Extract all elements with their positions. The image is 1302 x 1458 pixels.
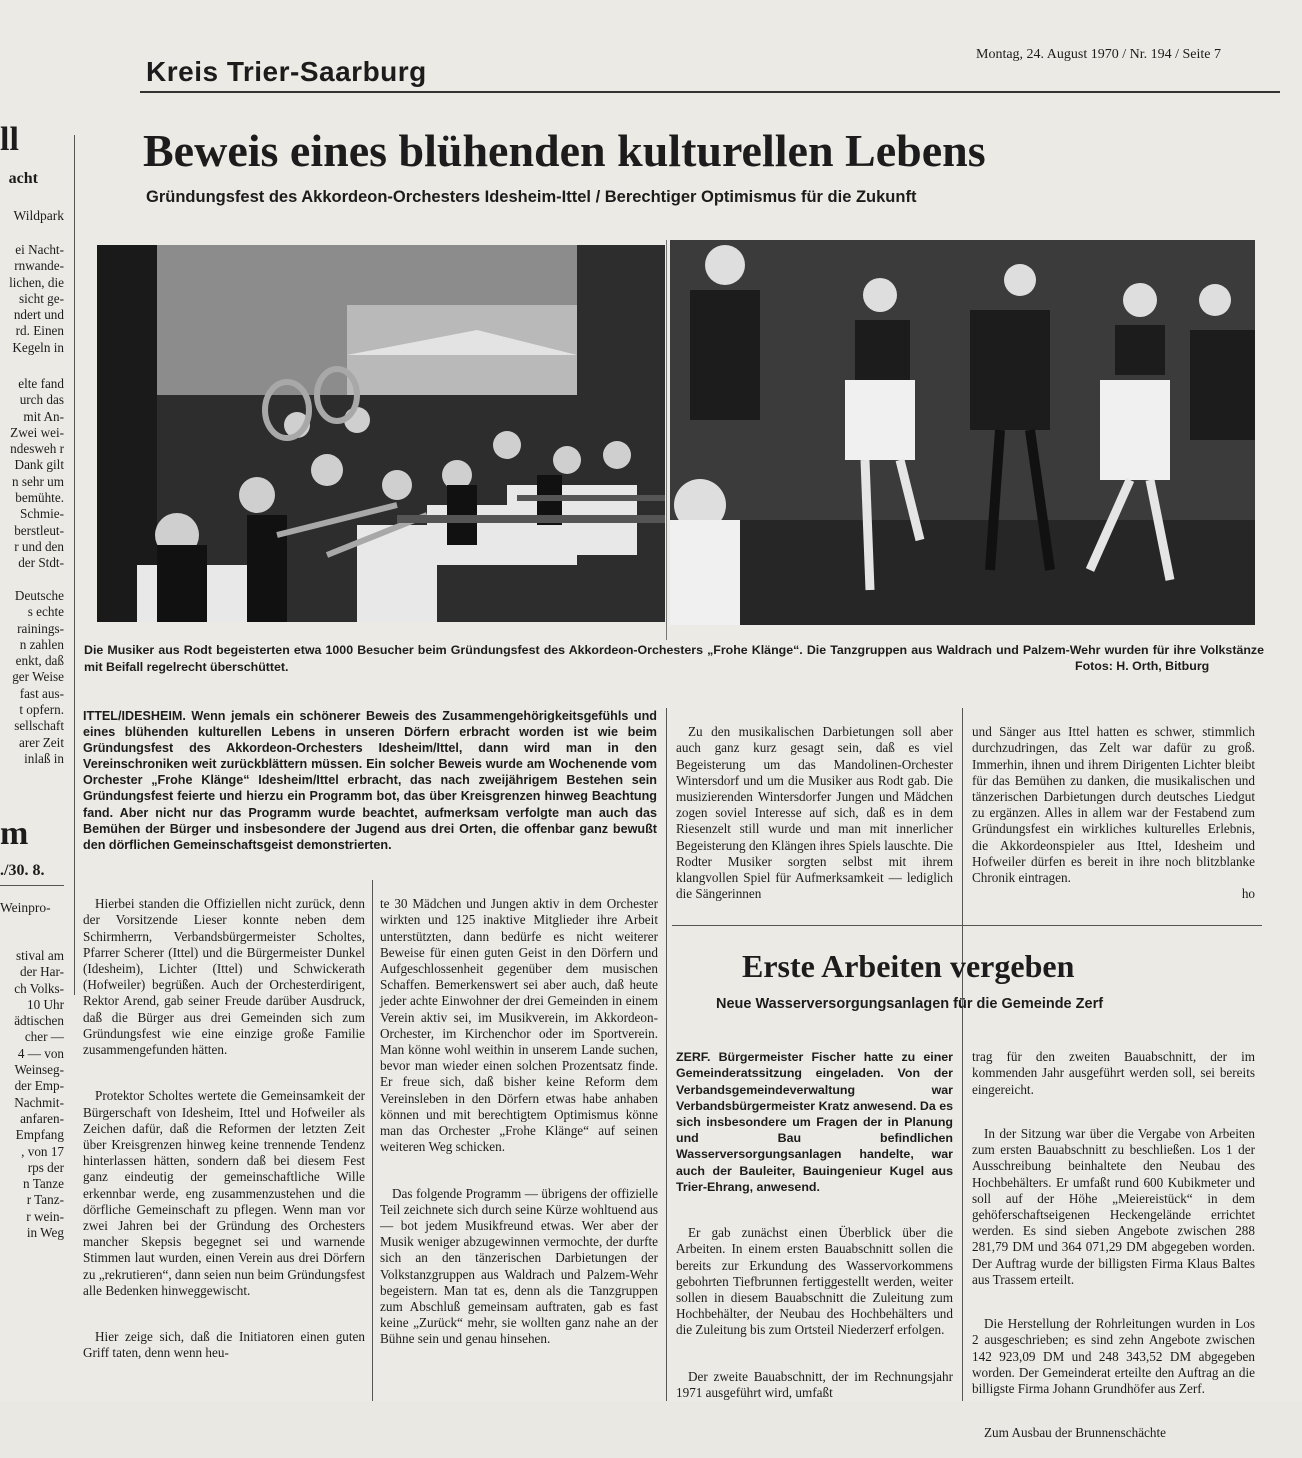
photo-credit: Fotos: H. Orth, Bitburg <box>1075 659 1210 673</box>
paragraph: Die Herstellung der Rohrleitungen wurden in Los 2 ausgeschrieben; es sind zehn Angebote zwischen 142 923,09 DM und 248 343,52 DM abgegeben worden. Der Gemeinderat erteilte den Auftrag an die billigste Firma Johann Grundhöfer aus Zerf. <box>972 1316 1255 1397</box>
paragraph: Er gab zunächst einen Überblick über die Arbeiten. In einem ersten Bauabschnitt sollen die bereits zur Erkundung des Wasservorkommens gebohrten Tiefbrunnen fertiggestellt werden, weiter sollen in diesem Bauabschnitt die Zuleitung zum Hochbehälter, der Neubau des Hochbehälters und die Zuleitung bis zum Ortsteil Niederzerf erfolgen. <box>676 1225 953 1338</box>
header-rule <box>140 91 1280 93</box>
article-2-col2 <box>972 1033 1255 1458</box>
article-2-col1 <box>676 1033 953 1417</box>
article-2-lead: ZERF. Bürgermeister Fischer hatte zu einer Gemeinderatssitzung eingeladen. Von der Verbandsgemeindeverwaltung war Verbandsbürgermeister Kratz anwesend. Da es sich insbesondere um Fragen der in Planung und Bau befindlichen Wasserversorgungsanlagen handelte, war auch der Bauleiter, Bauingenieur Kugel aus Trier-Ehrang, anwesend. <box>676 1050 953 1194</box>
paragraph: In der Sitzung war über die Vergabe von Arbeiten zum ersten Bauabschnitt zu beschließen. Los 1 der Ausschreibung beinhaltete den Neubau des Hochbehälters. Er umfaßt rund 600 Kubikmeter und soll auf der Höhe „Meiereistück“ in dem gehöferschaftseigenen Heckengelände errichtet werden. Es sind sieben Angebote zwischen 288 281,79 DM und 364 071,29 DM abgegeben worden. Der Auftrag wurde der billigsten Firma Klaus Baltes aus Trassem erteilt. <box>972 1126 1255 1287</box>
column-rule <box>74 135 75 995</box>
article-1-col1 <box>83 880 365 1378</box>
dancers-image <box>670 240 1255 625</box>
photo-divider <box>666 240 667 640</box>
column-rule <box>666 708 667 1401</box>
article-divider <box>672 925 1262 926</box>
left-fragment-text: Weinpro- <box>0 900 51 915</box>
paragraph: Der zweite Bauabschnitt, der im Rechnungsjahr 1971 ausgeführt wird, umfaßt <box>676 1368 953 1401</box>
column-rule <box>962 708 963 1401</box>
left-fragment-subheading: acht <box>8 170 38 187</box>
left-fragment-text: Wildpark <box>13 208 64 223</box>
photo-orchestra <box>97 245 665 622</box>
paragraph: trag für den zweiten Bauabschnitt, der im kommenden Jahr ausgeführt werden soll, sei bereits eingereicht. <box>972 1049 1255 1097</box>
section-title: Kreis Trier-Saarburg <box>146 56 427 87</box>
left-text-block: elte fand urch das mit An- Zwei wei- ndesweh r Dank gilt n sehr um bemühte. Schmie- berstleut- r und den der Stdt- <box>10 376 64 571</box>
article-1-subheadline: Gründungsfest des Akkordeon-Orchesters Idesheim-Ittel / Berechtiger Optimismus für die Zukunft <box>146 188 917 206</box>
article-2-headline: Erste Arbeiten vergeben <box>742 948 1075 984</box>
column-rule <box>372 880 373 1401</box>
left-fragment-heading: ll <box>0 121 19 158</box>
left-text-block: ei Nacht- rnwande- lichen, die sicht ge- ndert und rd. Einen Kegeln in <box>9 242 64 355</box>
paragraph: und Sänger aus Ittel hatten es schwer, stimmlich durchzudringen, das Zelt war dafür zu groß. Immerhin, ihnen und ihrem Dirigenten Lichter bleibt für das Bemühen zu danken, die musikalischen und tänzerischen Darbietungen durch deutsches Liedgut zu ergänzen. Alles in allem war der Festabend zum Gründungsfest ein wirkliches kulturelles Erlebnis, die Akkordeonspieler aus Ittel, Idesheim und Hofweiler dürfen es bereit in ihre noch blitzblanke Chronik eintragen. <box>972 724 1255 886</box>
orchestra-image <box>97 245 665 622</box>
paragraph: Hier zeige sich, daß die Initiatoren einen guten Griff taten, denn wenn heu- <box>83 1329 365 1361</box>
photo-caption: Die Musiker aus Rodt begeisterten etwa 1000 Besucher beim Gründungsfest des Akkordeon-Orchesters „Frohe Klänge“. Die Tanzgruppen aus Waldrach und Palzem-Wehr wurden für ihre Volkstänze mit Beifall regelrecht überschüttet. <box>84 643 1264 674</box>
paragraph: Protektor Scholtes wertete die Gemeinsamkeit der Bürgerschaft von Idesheim, Ittel und Hofweiler als Zeichen dafür, daß die Reformen der letzten Zeit über Kreisgrenzen hinweg keine trennende Tendenz hinterlassen hätten, sondern daß bei diesem Fest ganz eindeutig der gemeinschaftliche Wille erkennbar werde, eng zusammenzustehen und die dörfliche Gemeinschaft zu pflegen. Wenn man vor zwei Jahren bei der Gründung des Orchesters mancher Skepsis begegnet sei und warnende Stimmen laut wurden, einen Verein aus drei Dörfern zu „rekrutieren“, dann seien nun beim Gründungsfest alle Bedenken hinweggewischt. <box>83 1088 365 1298</box>
left-dates: ./30. 8. <box>0 862 45 879</box>
paragraph: Hierbei standen die Offiziellen nicht zurück, denn der Vorsitzende Lieser konnte neben dem Schirmherrn, Verbandsbürgermeister Scholtes, Pfarrer Scherer (Ittel) und die Bürgermeister Dunkel (Idesheim), Lichter (Ittel) und Schwickerath (Hofweiler) begrüßen. Auch der Orchesterdirigent, Rektor Arend, gab seiner Freude darüber Ausdruck, daß die Bürger aus drei Gemeinden sich zum Gründungsfest wie eine einzige große Familie zusammengefunden hätten. <box>83 896 365 1058</box>
article-1-col3 <box>676 708 953 919</box>
left-text-block: Deutsche s echte rainings- n zahlen enkt, daß ger Weise fast aus- t opfern. sellschaft arer Zeit inlaß in <box>12 588 64 766</box>
left-rule <box>0 885 64 886</box>
paragraph: Das folgende Programm — übrigens der offizielle Teil zeichnete sich durch seine Kürze wohltuend aus — bot jedem Musikfreund etwas. Wer aber der Musik weniger abzugewinnen vermochte, der durfte sich an den tänzerischen Darbietungen der Volkstanzgruppen aus Waldrach und Palzem-Wehr begeistern. Man tat es, denn als die Tanzgruppen zum Abschluß gemeinsam auftraten, gab es fast keine „Zurück“ mehr, sie wollten ganz nahe an der Bühne sein und genau hinsehen. <box>380 1185 658 1347</box>
dateline: Montag, 24. August 1970 / Nr. 194 / Seite 7 <box>976 47 1221 62</box>
left-column <box>0 100 70 1401</box>
left-fragment-heading: m <box>0 815 29 852</box>
article-1-lead: ITTEL/IDESHEIM. Wenn jemals ein schönerer Beweis des Zusammengehörigkeitsgefühls und eines blühenden kulturellen Lebens in unseren Dörfern erbracht worden ist wie beim Gründungsfest des Akkordeon-Orchesters Idesheim/Ittel, dann wird man in den Vereinschroniken weit zurückblättern müssen. Ein solcher Beweis wurde am Wochenende vom Orchester „Frohe Klänge“ Idesheim/Ittel erbracht, das nach zweijährigem Bestehen sein Gründungsfest feierte und hierzu ein Programm bot, das über Kreisgrenzen hinweg Beachtung fand. Aber nicht nur das Programm wurde beachtet, aufmerksam verfolgte man auch das Bemühen der Bürger und insbesondere der Jugend aus drei Orten, die offenbar ganz bewußt den dörflichen Gemeinschaftsgeist demonstrierten. <box>83 709 657 852</box>
author-signature: ho <box>1241 886 1255 902</box>
article-2-subheadline: Neue Wasserversorgungsanlagen für die Gemeinde Zerf <box>716 996 1104 1012</box>
article-1-col2 <box>380 880 658 1364</box>
paragraph: Zum Ausbau der Brunnenschächte <box>984 1425 1167 1441</box>
article-1-col4 <box>972 708 1255 919</box>
paragraph: te 30 Mädchen und Jungen aktiv in dem Orchester wirkten und 125 inaktive Mitglieder ihre Arbeit unterstützten, dann bedürfe es nicht weiterer Beweise für einen guten Geist in den Dörfern und Aufgeschlossenheit gegenüber dem musischen Schaffen. Bemerkenswert sei aber auch, daß heute jeder achte Einwohner der drei Gemeinden in einem Verein aktiv sei, im Musikverein, im Akkordeon-Orchester, im Kirchenchor oder im Sportverein. Man könne wohl weithin in unserem Lande suchen, bevor man wieder einen solchen Prozentsatz finde. Er freue sich, daß bisher keine Reform dem Vereinsleben in den Dörfern etwas habe anhaben können und mit berechtigtem Optimismus könne man das Orchester „Frohe Klänge“ auf seinen weiteren Weg schicken. <box>380 896 658 1155</box>
left-text-block: stival am der Har- ch Volks- 10 Uhr ädtischen cher — 4 — von Weinseg- der Emp- Nachmit- anfaren- Empfang , von 17 rps der n Tanze r Tanz- r wein- in Weg <box>14 948 64 1241</box>
photo-dancers <box>670 240 1255 625</box>
paragraph: Zu den musikalischen Darbietungen soll aber auch ganz kurz gesagt sein, daß es viel Begeisterung um das Mandolinen-Orchester Wintersdorf und um die Musiker aus Rodt gab. Die musizierenden Wintersdorfer Jungen und Mädchen zogen soviel Interesse auf sich, daß es in dem Riesenzelt still wurde und man mit innerlicher Begeisterung den Klängen ihres Spiels lauschte. Die Rodter Musiker sorgten selbst mit ihrem klangvollen Spiel für Aufmerksamkeit — lediglich die Sängerinnen <box>676 724 953 902</box>
article-1-headline: Beweis eines blühenden kulturellen Lebens <box>143 125 986 176</box>
